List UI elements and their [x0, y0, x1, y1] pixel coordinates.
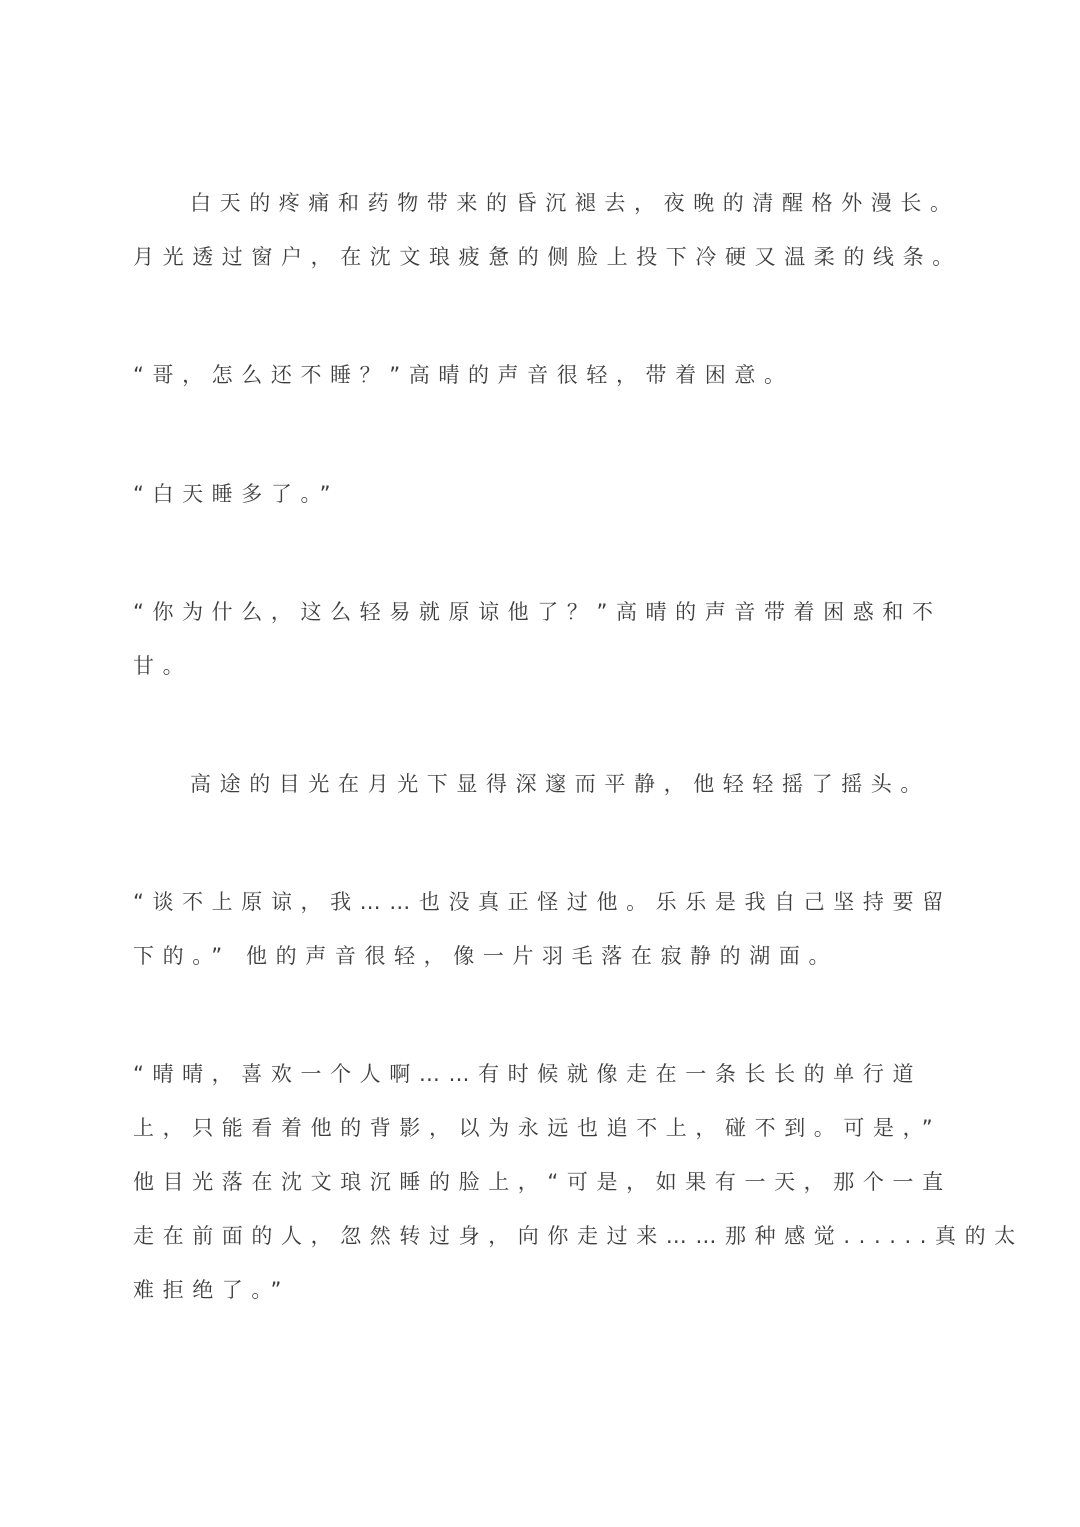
paragraph-6-line-2: 下的。” 他的声音很轻，像一片羽毛落在寂静的湖面。: [133, 944, 839, 968]
paragraph-2-line-1: “哥，怎么还不睡？”高晴的声音很轻，带着困意。: [133, 363, 794, 387]
paragraph-7-line-5: 难拒绝了。”: [133, 1278, 290, 1302]
paragraph-6-line-1: “谈不上原谅，我……也没真正怪过他。乐乐是我自己坚持要留: [133, 890, 952, 914]
paragraph-4-line-2: 甘。: [133, 654, 193, 678]
paragraph-7-line-4: 走在前面的人，忽然转过身，向你走过来……那种感觉......真的太: [133, 1224, 1024, 1248]
paragraph-1-line-1: 白天的疼痛和药物带来的昏沉褪去，夜晚的清醒格外漫长。: [190, 191, 960, 215]
paragraph-7-line-1: “晴晴，喜欢一个人啊……有时候就像走在一条长长的单行道: [133, 1062, 923, 1086]
paragraph-4-line-1: “你为什么，这么轻易就原谅他了？”高晴的声音带着困惑和不: [133, 600, 942, 624]
paragraph-5-line-1: 高途的目光在月光下显得深邃而平静，他轻轻摇了摇头。: [190, 772, 930, 796]
paragraph-3-line-1: “白天睡多了。”: [133, 482, 340, 506]
paragraph-1-line-2: 月光透过窗户，在沈文琅疲惫的侧脸上投下冷硬又温柔的线条。: [133, 245, 962, 269]
paragraph-7-line-3: 他目光落在沈文琅沉睡的脸上，“可是，如果有一天，那个一直: [133, 1170, 952, 1194]
paragraph-7-line-2: 上，只能看着他的背影，以为永远也追不上，碰不到。可是，”: [133, 1116, 942, 1140]
